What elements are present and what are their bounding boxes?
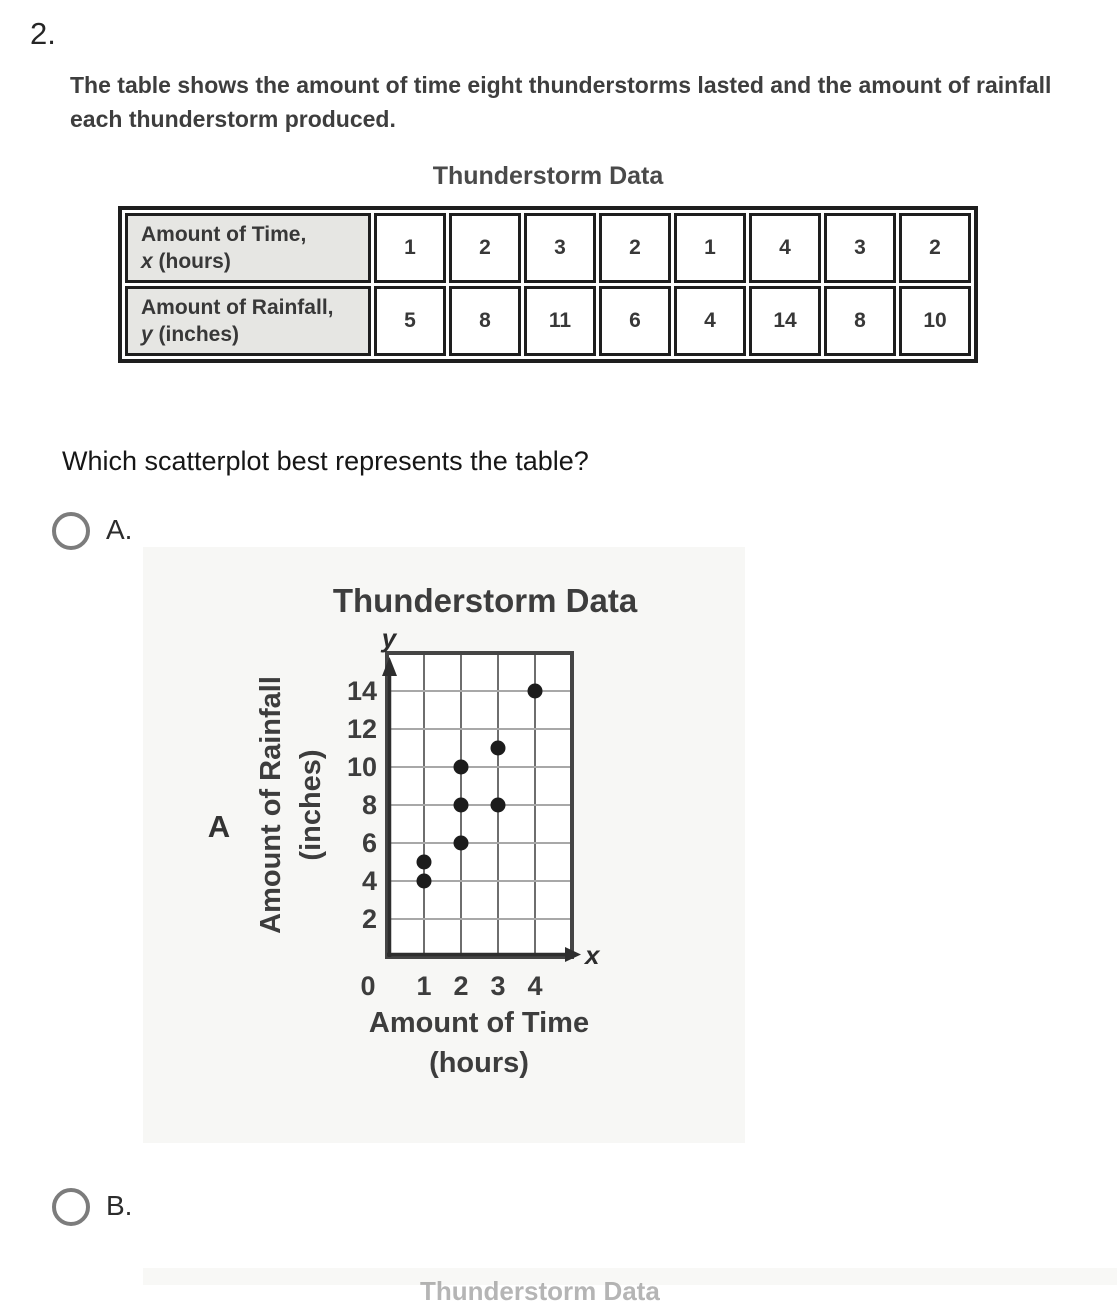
- table-cell: 8: [449, 286, 521, 356]
- scatterplot-option-a: [143, 547, 745, 1143]
- table-cell: 6: [599, 286, 671, 356]
- y-tick-label: 10: [346, 752, 377, 782]
- x-tick-label: 3: [490, 971, 506, 1001]
- y-tick-label: 8: [361, 790, 377, 820]
- x-tick-label: 2: [453, 971, 469, 1001]
- radio-option-a[interactable]: [52, 512, 90, 550]
- table-cell: 3: [824, 213, 896, 283]
- y-tick-label: 2: [361, 904, 377, 934]
- data-table-body: [125, 213, 971, 356]
- plot-title: Thunderstorm Data: [332, 582, 638, 619]
- x-tick-label: 0: [360, 971, 376, 1001]
- row-header: Amount of Time, x (hours): [125, 213, 371, 283]
- table-cell: 1: [374, 213, 446, 283]
- table-cell: 5: [374, 286, 446, 356]
- x-axis-letter: x: [585, 940, 600, 970]
- option-a-label[interactable]: A.: [106, 514, 133, 545]
- option-b-figure-partial: [143, 1268, 1117, 1306]
- x-axis-title-units: (hours): [429, 1047, 529, 1079]
- x-axis-title: Amount of Time: [368, 1007, 590, 1039]
- table-cell: 8: [824, 286, 896, 356]
- table-cell: 2: [449, 213, 521, 283]
- y-tick-label: 14: [346, 676, 377, 706]
- data-point: [417, 874, 432, 889]
- y-tick-label: 12: [346, 714, 377, 744]
- table-row: [125, 286, 971, 356]
- y-axis-title: Amount of Rainfall: [255, 676, 287, 934]
- radio-option-b[interactable]: [52, 1188, 90, 1226]
- table-cell: 11: [524, 286, 596, 356]
- y-axis-letter: y: [381, 623, 397, 653]
- y-tick-label: 6: [361, 828, 377, 858]
- table-title: Thunderstorm Data: [432, 162, 664, 190]
- table-cell: 2: [599, 213, 671, 283]
- question-number: 2.: [30, 16, 56, 51]
- data-point: [491, 798, 506, 813]
- data-point: [417, 855, 432, 870]
- table-cell: 3: [524, 213, 596, 283]
- x-tick-label: 4: [527, 971, 543, 1001]
- table-cell: 14: [749, 286, 821, 356]
- table-cell: 4: [674, 286, 746, 356]
- row-header: Amount of Rainfall, y (inches): [125, 286, 371, 356]
- thunderstorm-data-table: [118, 206, 978, 363]
- data-point: [454, 836, 469, 851]
- option-b-label[interactable]: B.: [106, 1190, 133, 1221]
- question-prompt: The table shows the amount of time eight thunderstorms lasted and the amount of rainfall each thunderstorm produced.: [70, 72, 1052, 132]
- figure-letter: A: [207, 809, 231, 844]
- data-point: [528, 684, 543, 699]
- question-subprompt: Which scatterplot best represents the table?: [62, 446, 589, 476]
- data-point: [454, 760, 469, 775]
- x-tick-label: 1: [416, 971, 432, 1001]
- table-cell: 10: [899, 286, 971, 356]
- y-axis-title-units: (inches): [295, 749, 327, 861]
- table-cell: 1: [674, 213, 746, 283]
- data-point: [454, 798, 469, 813]
- y-tick-label: 4: [361, 866, 377, 896]
- option-a-figure: [143, 547, 745, 1143]
- option-b-figure-title-clipped: Thunderstorm Data: [420, 1276, 660, 1306]
- data-point: [491, 741, 506, 756]
- table-row: [125, 213, 971, 283]
- table-cell: 2: [899, 213, 971, 283]
- table-cell: 4: [749, 213, 821, 283]
